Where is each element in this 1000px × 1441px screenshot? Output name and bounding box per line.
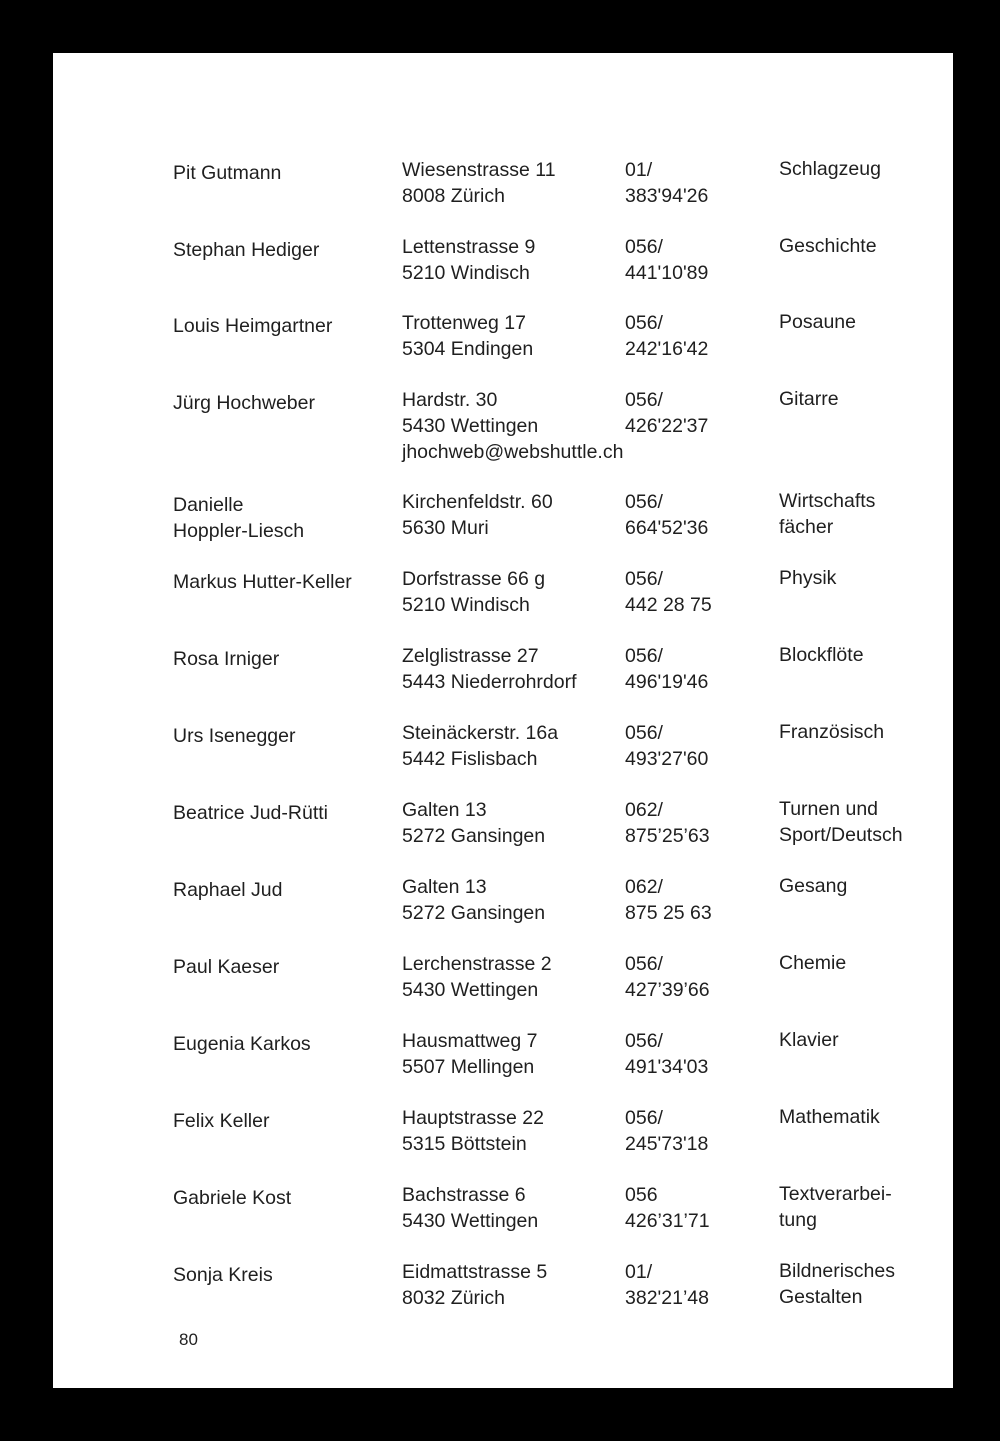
entry-name: Danielle Hoppler-Liesch (173, 494, 305, 542)
entry-subject: Gesang (779, 875, 848, 897)
entry-email: jhochweb@webshuttle.ch (402, 441, 624, 463)
entry-address: Hausmattweg 7 5507 Mellingen (402, 1030, 538, 1078)
entry-subject: Schlagzeug (779, 158, 881, 180)
entry-subject: Mathematik (779, 1106, 880, 1128)
entry-subject: Physik (779, 567, 837, 589)
entry-phone: 062/ 875’25’63 (625, 799, 710, 847)
entry-name: Paul Kaeser (173, 956, 280, 978)
entry-address: Trottenweg 17 5304 Endingen (402, 312, 534, 360)
entry-address: Lerchenstrasse 2 5430 Wettingen (402, 953, 552, 1001)
entry-phone: 056/ 496'19'46 (625, 645, 709, 693)
entry-subject: Wirtschafts fächer (779, 490, 876, 538)
entry-phone: 01/ 382'21’48 (625, 1261, 709, 1309)
entry-name: Jürg Hochweber (173, 392, 315, 414)
entry-subject: Chemie (779, 952, 847, 974)
entry-name: Gabriele Kost (173, 1187, 292, 1209)
entry-phone: 056/ 426'22'37 (625, 389, 709, 437)
entry-address: Dorfstrasse 66 g 5210 Windisch (402, 568, 546, 616)
entry-address: Kirchenfeldstr. 60 5630 Muri (402, 491, 553, 539)
entry-subject: Turnen und Sport/Deutsch (779, 798, 903, 846)
entry-address: Steinäckerstr. 16a 5442 Fislisbach (402, 722, 559, 770)
entry-address: Zelglistrasse 27 5443 Niederrohrdorf (402, 645, 577, 693)
entry-address: Galten 13 5272 Gansingen (402, 876, 546, 924)
entry-name: Sonja Kreis (173, 1264, 273, 1286)
entry-subject: Blockflöte (779, 644, 864, 666)
entry-phone: 056/ 242'16'42 (625, 312, 709, 360)
entry-subject: Gitarre (779, 388, 839, 410)
entry-name: Beatrice Jud-Rütti (173, 802, 328, 824)
page-number: 80 (179, 1330, 198, 1349)
entry-subject: Geschichte (779, 235, 877, 257)
entry-subject: Bildnerisches Gestalten (779, 1260, 895, 1308)
entry-address: Hauptstrasse 22 5315 Böttstein (402, 1107, 544, 1155)
entry-phone: 01/ 383'94'26 (625, 159, 709, 207)
entry-name: Urs Isenegger (173, 725, 296, 747)
entry-phone: 056/ 493'27'60 (625, 722, 709, 770)
entry-address: Lettenstrasse 9 5210 Windisch (402, 236, 536, 284)
entry-address: Eidmattstrasse 5 8032 Zürich (402, 1261, 548, 1309)
entry-name: Markus Hutter-Keller (173, 571, 352, 593)
entry-phone: 056/ 664'52'36 (625, 491, 709, 539)
entry-name: Rosa Irniger (173, 648, 280, 670)
entry-phone: 056/ 491'34'03 (625, 1030, 709, 1078)
entry-subject: Klavier (779, 1029, 839, 1051)
entry-address: Hardstr. 30 5430 Wettingen jhochweb@webshuttle.ch (402, 389, 624, 463)
entry-address: Wiesenstrasse 11 8008 Zürich (402, 159, 556, 207)
entry-name: Pit Gutmann (173, 162, 282, 184)
entry-name: Raphael Jud (173, 879, 283, 901)
entry-phone: 056/ 427’39’66 (625, 953, 710, 1001)
entry-subject: Französisch (779, 721, 885, 743)
document-page (53, 53, 953, 1388)
entry-name: Stephan Hediger (173, 239, 320, 261)
entry-name: Felix Keller (173, 1110, 270, 1132)
entry-phone: 056/ 245'73'18 (625, 1107, 709, 1155)
entry-phone: 062/ 875 25 63 (625, 876, 712, 924)
entry-name: Louis Heimgartner (173, 315, 333, 337)
entry-address: Galten 13 5272 Gansingen (402, 799, 546, 847)
entry-phone: 056/ 442 28 75 (625, 568, 712, 616)
entry-name: Eugenia Karkos (173, 1033, 311, 1055)
entry-phone: 056 426’31’71 (625, 1184, 710, 1232)
entry-address: Bachstrasse 6 5430 Wettingen (402, 1184, 539, 1232)
entry-subject: Posaune (779, 311, 856, 333)
entry-phone: 056/ 441'10'89 (625, 236, 709, 284)
entry-subject: Textverarbei- tung (779, 1183, 892, 1231)
